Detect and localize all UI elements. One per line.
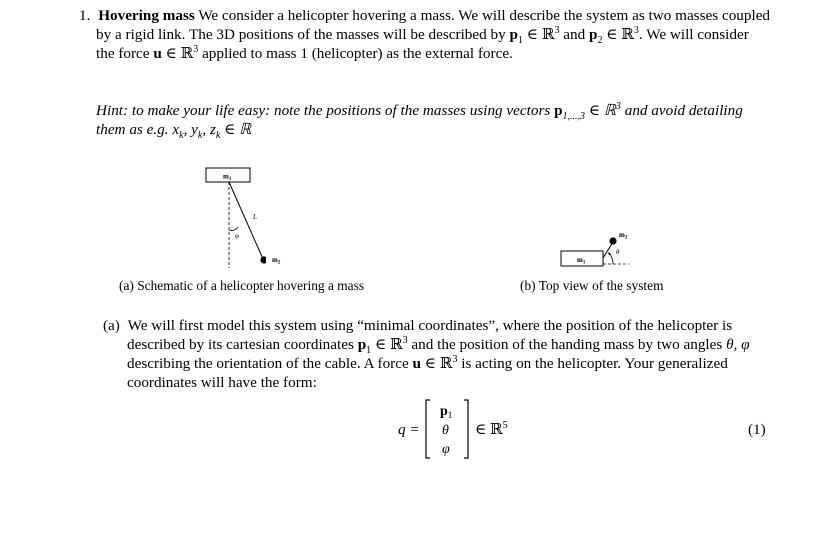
hint-line-2: them as e.g. $x_k$, $y_k$, $z_k$ ∈ ℝ — [96, 121, 252, 142]
problem-statement — [79, 6, 779, 63]
subproblem-line-1: (a) We will first model this system using “minimal coordinates”, where the position of the helicopter is — [103, 317, 733, 334]
problem-line-1: 1. Hovering mass We consider a helicopter hovering a mass. We will describe the system as two masses coupled — [79, 7, 771, 24]
figure-a-schematic — [196, 162, 266, 272]
right-bracket — [464, 400, 468, 458]
problem-line-2: by a rigid link. The 3D positions of the masses will be described by $p_1$ ∈ ℝ$^3$ and $p_2$ ∈ ℝ$^3$. We will consider — [96, 24, 749, 47]
hint-line-1: Hint: to make your life easy: note the positions of the masses using vectors $p_{1,...,3}$ ∈ ℝ$^3$ and avoid detailing — [96, 100, 743, 123]
vector-entry-p1: $p_1$ — [440, 404, 453, 420]
problem-number: 1. — [79, 7, 91, 24]
left-bracket — [426, 400, 430, 458]
equation-number: (1) — [748, 421, 766, 438]
problem-title: Hovering mass — [98, 7, 195, 24]
vector-entry-theta: θ — [442, 423, 449, 438]
mass1-label-b: $m_1$ — [577, 256, 586, 266]
figure-b-top-view — [555, 222, 655, 272]
equation-lhs: q = — [398, 421, 420, 438]
vector-entry-phi: φ — [442, 442, 450, 457]
subproblem-line-2: described by its cartesian coordinates $p_1$ ∈ ℝ$^3$ and the position of the handing mass by two angles θ, φ — [127, 334, 750, 357]
figure-a-mass2-label — [270, 253, 294, 267]
angle-arc-theta — [609, 253, 613, 264]
subproblem-marker: (a) — [103, 317, 120, 334]
subproblem-line-4: coordinates will have the form: — [127, 374, 317, 391]
cable-top-view — [603, 242, 613, 258]
angle-arc-phi — [229, 227, 238, 231]
figure-a-caption: (a) Schematic of a helicopter hovering a mass — [119, 278, 365, 293]
hanging-mass-top — [609, 237, 616, 244]
problem-line-3: the force u ∈ ℝ$^3$ applied to mass 1 (helicopter) as the external force. — [96, 43, 513, 62]
mass2-label-b: $m_2$ — [619, 231, 628, 241]
mass1-label-a: $m_1$ — [223, 172, 232, 182]
theta-label: θ — [616, 248, 620, 256]
hint-paragraph — [96, 100, 786, 142]
figure-b-caption: (b) Top view of the system — [520, 278, 664, 293]
cable-link — [229, 182, 263, 259]
length-label: L — [253, 213, 257, 221]
phi-label: φ — [235, 232, 239, 240]
equation-vector — [424, 398, 470, 460]
equation-membership: ∈ ℝ$^5$ — [475, 419, 508, 438]
svg-text:m2: $m_2$ — [272, 256, 281, 266]
subproblem-line-3: describing the orientation of the cable. A force u ∈ ℝ$^3$ is acting on the helicopter. Your generalized — [127, 353, 728, 372]
subproblem-a — [103, 316, 783, 392]
hanging-mass — [260, 256, 266, 263]
